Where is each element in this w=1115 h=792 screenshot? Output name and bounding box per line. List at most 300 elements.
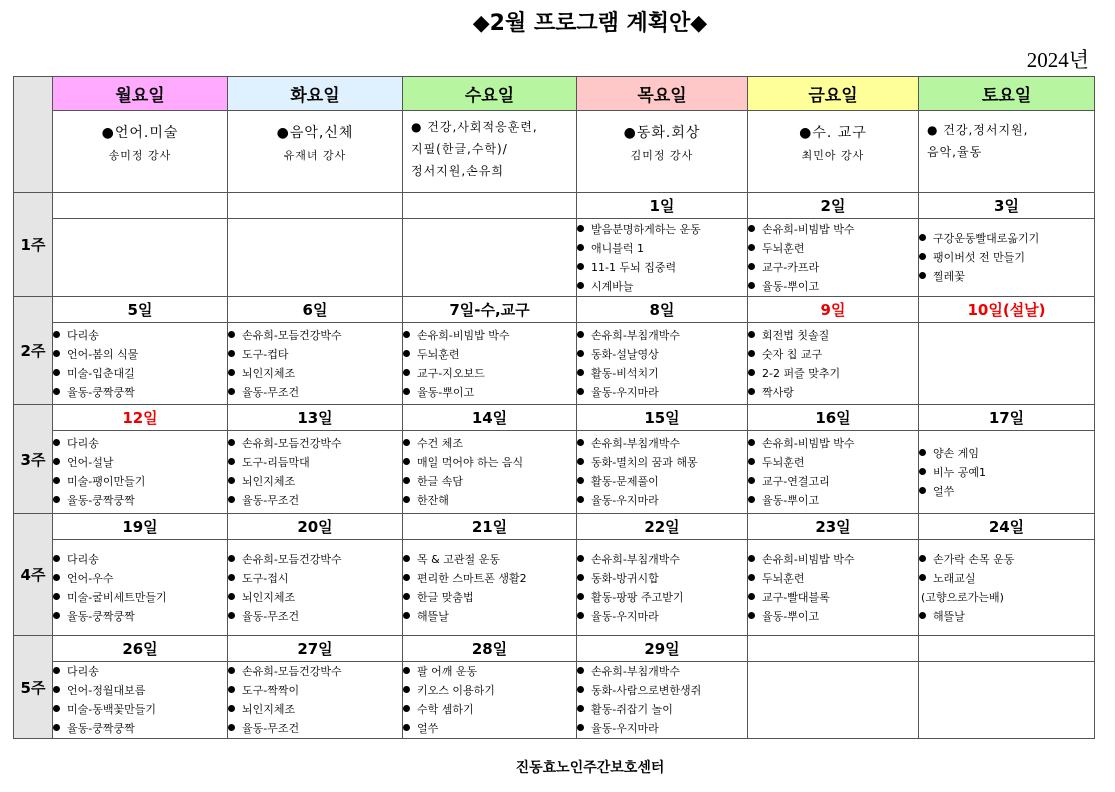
bullet-icon — [577, 612, 584, 619]
activity-text: 활동-팡팡 주고받기 — [591, 590, 684, 604]
list-item — [403, 681, 576, 700]
bullet-icon — [53, 612, 60, 619]
list-item — [53, 453, 227, 472]
week-date-row — [14, 514, 1095, 540]
list-item — [577, 662, 747, 681]
date-cell: 21일 — [403, 514, 577, 540]
instructor-name: 유재녀 강사 — [283, 149, 347, 162]
bullet-icon — [577, 686, 584, 693]
activity-list — [53, 662, 227, 738]
list-item — [577, 345, 747, 364]
activity-text: 손가락 손목 운동 — [933, 552, 1015, 566]
program-info-cell — [748, 111, 919, 193]
activity-cell — [577, 323, 748, 405]
activity-list — [748, 550, 918, 626]
bullet-icon — [577, 477, 584, 484]
activity-list — [53, 434, 227, 510]
list-item — [577, 491, 747, 510]
list-item — [53, 326, 227, 345]
bullet-icon — [403, 555, 410, 562]
program-subject: ●동화.회상 — [623, 125, 701, 141]
list-item — [403, 588, 576, 607]
bullet-icon — [919, 272, 926, 279]
activity-text: 율동-뿌이고 — [417, 385, 475, 399]
list-item — [53, 719, 227, 738]
activity-cell — [919, 431, 1095, 514]
activity-cell — [228, 662, 403, 739]
center-name: 진동효노인주간보호센터 — [515, 760, 665, 776]
bullet-icon — [577, 724, 584, 731]
activity-text: 활동-문제풀이 — [591, 475, 659, 488]
list-item — [228, 364, 402, 383]
bullet-icon — [403, 350, 410, 357]
activity-text: 비누 공예1 — [933, 465, 986, 479]
date-cell: 29일 — [577, 636, 748, 662]
activity-text: 손유희-부침개박수 — [591, 437, 680, 450]
activity-list — [748, 434, 918, 510]
activity-text: 율동-쿵짝쿵짝 — [67, 385, 135, 399]
list-item — [748, 258, 918, 277]
list-item — [919, 248, 1094, 267]
activity-text: 손유희-비빔밥 박수 — [762, 222, 855, 236]
activity-text: 2-2 퍼즐 맞추기 — [762, 366, 841, 380]
list-item — [228, 607, 402, 626]
list-item — [403, 326, 576, 345]
date-cell: 5일 — [53, 297, 228, 323]
activity-text: 노래교실 — [933, 571, 976, 585]
week-label: 2주 — [14, 297, 53, 405]
bullet-icon — [919, 234, 926, 241]
program-subject: ●수. 교구 — [799, 125, 867, 141]
list-item — [403, 345, 576, 364]
week-label: 5주 — [14, 636, 53, 739]
activity-cell — [748, 431, 919, 514]
bullet-icon — [53, 458, 60, 465]
bullet-icon — [228, 612, 235, 619]
activity-text: 시계바늘 — [591, 279, 634, 293]
activity-list — [228, 434, 402, 510]
date-cell: 6일 — [228, 297, 403, 323]
date-cell: 16일 — [748, 405, 919, 431]
day-header: 목요일 — [577, 77, 748, 111]
bullet-icon — [748, 331, 755, 338]
list-item — [919, 229, 1094, 248]
bullet-icon — [53, 574, 60, 581]
week-label: 4주 — [14, 514, 53, 636]
header-row — [14, 77, 1095, 111]
activity-cell — [53, 540, 228, 636]
week-activity-row — [14, 219, 1095, 297]
bullet-icon — [53, 369, 60, 376]
list-item — [919, 569, 1094, 588]
activity-text: 율동-뿌이고 — [762, 494, 820, 507]
activity-text: 짝사랑 — [762, 385, 794, 399]
list-item — [919, 444, 1094, 463]
activity-text: 율동-쿵짝쿵짝 — [67, 609, 135, 623]
list-item — [228, 345, 402, 364]
activity-cell — [748, 540, 919, 636]
activity-text: 11-1 두뇌 집중력 — [591, 260, 677, 274]
date-cell: 20일 — [228, 514, 403, 540]
activity-cell — [748, 219, 919, 297]
list-item — [403, 550, 576, 569]
activity-text: 언어-정월대보름 — [67, 684, 146, 697]
list-item — [748, 383, 918, 402]
week-activity-row — [14, 431, 1095, 514]
activity-text: 두뇌훈련 — [762, 241, 805, 255]
date-cell: 3일 — [919, 193, 1095, 219]
activity-list — [577, 662, 747, 738]
bullet-icon — [748, 496, 755, 503]
date-cell: 17일 — [919, 405, 1095, 431]
activity-cell — [403, 431, 577, 514]
activity-cell — [577, 662, 748, 739]
activity-list — [577, 326, 747, 402]
activity-text: 수학 셈하기 — [417, 703, 474, 716]
list-item — [577, 434, 747, 453]
activity-list — [228, 550, 402, 626]
list-item — [53, 700, 227, 719]
list-item — [748, 491, 918, 510]
bullet-icon — [403, 593, 410, 600]
list-item — [228, 719, 402, 738]
activity-text: 다리송 — [67, 552, 99, 566]
instructor-name: 최민아 강사 — [801, 149, 865, 162]
bullet-icon — [748, 612, 755, 619]
list-item — [403, 364, 576, 383]
date-cell — [403, 193, 577, 219]
program-info — [53, 115, 227, 188]
activity-text: 한글 속담 — [417, 475, 464, 488]
bullet-icon — [53, 388, 60, 395]
bullet-icon — [919, 253, 926, 260]
activity-text: 다리송 — [67, 665, 99, 678]
activity-text: 손유희-부침개박수 — [591, 552, 680, 566]
list-item — [577, 700, 747, 719]
activity-text: 다리송 — [67, 437, 99, 450]
date-cell: 15일 — [577, 405, 748, 431]
activity-cell — [53, 662, 228, 739]
bullet-icon — [748, 282, 755, 289]
date-cell: 8일 — [577, 297, 748, 323]
bullet-icon — [748, 263, 755, 270]
activity-list — [748, 220, 918, 296]
activity-text: 숫자 칩 교구 — [762, 347, 823, 361]
bullet-icon — [748, 225, 755, 232]
activity-list — [919, 229, 1094, 286]
activity-text: 율동-쿵짝쿵짝 — [67, 722, 135, 735]
list-item — [403, 383, 576, 402]
list-item — [748, 277, 918, 296]
activity-text: 손유희-비빔밥 박수 — [417, 328, 510, 342]
date-cell: 2일 — [748, 193, 919, 219]
activity-text: 교구-연결고리 — [762, 475, 830, 488]
activity-text: 동화-설날영상 — [591, 347, 659, 361]
activity-text: 뇌인지체조 — [242, 475, 296, 488]
list-item — [919, 588, 1094, 607]
list-item — [53, 550, 227, 569]
list-item — [228, 434, 402, 453]
activity-text: 동화-사람으로변한생쥐 — [591, 684, 702, 697]
program-subject: ●음악,신체 — [276, 125, 354, 141]
list-item — [577, 681, 747, 700]
date-cell — [53, 193, 228, 219]
activity-text: 구강운동빨대로옮기기 — [933, 232, 1040, 245]
bullet-icon — [577, 496, 584, 503]
activity-text: 손유희-모듬건강박수 — [242, 328, 342, 342]
activity-list — [577, 220, 747, 296]
list-item — [53, 588, 227, 607]
bullet-icon — [577, 282, 584, 289]
list-item — [228, 569, 402, 588]
activity-text: 동화-방귀시합 — [591, 571, 659, 585]
date-cell: 12일 — [53, 405, 228, 431]
activity-text: 찔레꽃 — [933, 270, 965, 283]
bullet-icon — [53, 667, 60, 674]
activity-text: 매일 먹어야 하는 음식 — [417, 456, 524, 469]
bullet-icon — [919, 449, 926, 456]
activity-cell — [919, 662, 1095, 739]
list-item — [228, 550, 402, 569]
list-item — [53, 434, 227, 453]
list-item — [748, 453, 918, 472]
bullet-icon — [919, 574, 926, 581]
list-item — [403, 607, 576, 626]
list-item — [53, 569, 227, 588]
corner-cell — [14, 77, 53, 193]
activity-text: 율동-무조건 — [242, 494, 300, 507]
list-item — [577, 326, 747, 345]
activity-text: 활동-쥐잡기 놀이 — [591, 703, 673, 716]
bullet-icon — [748, 439, 755, 446]
date-cell — [748, 636, 919, 662]
date-cell: 19일 — [53, 514, 228, 540]
list-item — [403, 662, 576, 681]
activity-text: 미술-동백꽃만들기 — [67, 703, 156, 716]
bullet-icon — [228, 458, 235, 465]
list-item — [577, 588, 747, 607]
activity-text: 손유희-모듬건강박수 — [242, 437, 342, 450]
activity-list — [748, 326, 918, 402]
list-item — [748, 434, 918, 453]
date-cell: 14일 — [403, 405, 577, 431]
program-info-cell — [53, 111, 228, 193]
bullet-icon — [577, 388, 584, 395]
program-info-row — [14, 111, 1095, 193]
activity-text: 미술-팽이만들기 — [67, 475, 146, 488]
list-item — [577, 239, 747, 258]
activity-text: (고향으로가는배) — [921, 590, 1004, 604]
activity-text: 율동-무조건 — [242, 609, 300, 623]
bullet-icon — [577, 263, 584, 270]
list-item — [228, 681, 402, 700]
activity-text: 율동-우지마라 — [591, 609, 659, 623]
activity-text: 발음분명하게하는 운동 — [591, 222, 701, 236]
date-cell: 1일 — [577, 193, 748, 219]
program-info — [919, 111, 1094, 192]
activity-text: 도구-접시 — [242, 571, 289, 585]
bullet-icon — [577, 350, 584, 357]
bullet-icon — [228, 388, 235, 395]
activity-text: 얼쑤 — [417, 722, 439, 735]
bullet-icon — [228, 369, 235, 376]
list-item — [403, 472, 576, 491]
activity-text: 율동-무조건 — [242, 722, 300, 735]
activity-list — [403, 326, 576, 402]
activity-text: 다리송 — [67, 328, 99, 342]
week-activity-row — [14, 540, 1095, 636]
week-label: 3주 — [14, 405, 53, 514]
bullet-icon — [748, 350, 755, 357]
bullet-icon — [228, 331, 235, 338]
list-item — [577, 607, 747, 626]
instructor-name: 송미정 강사 — [108, 149, 172, 162]
bullet-icon — [748, 574, 755, 581]
bullet-icon — [228, 593, 235, 600]
activity-text: 손유희-부침개박수 — [591, 665, 680, 678]
bullet-icon — [228, 555, 235, 562]
schedule-table — [13, 76, 1095, 739]
program-info — [748, 115, 918, 188]
list-item — [53, 662, 227, 681]
bullet-icon — [403, 705, 410, 712]
activity-cell — [228, 323, 403, 405]
bullet-icon — [577, 369, 584, 376]
activity-text: 키오스 이용하기 — [417, 684, 495, 697]
week-date-row — [14, 636, 1095, 662]
activity-text: 회전법 칫솔질 — [762, 328, 830, 342]
list-item — [577, 364, 747, 383]
bullet-icon — [403, 458, 410, 465]
activity-text: 얼쑤 — [933, 484, 955, 498]
list-item — [577, 383, 747, 402]
date-cell: 22일 — [577, 514, 748, 540]
program-subject: ●언어.미술 — [101, 125, 179, 141]
date-cell: 9일 — [748, 297, 919, 323]
list-item — [403, 569, 576, 588]
list-item — [748, 220, 918, 239]
bullet-icon — [228, 477, 235, 484]
list-item — [53, 364, 227, 383]
list-item — [577, 220, 747, 239]
week-date-row — [14, 193, 1095, 219]
day-header: 월요일 — [53, 77, 228, 111]
bullet-icon — [228, 686, 235, 693]
list-item — [577, 277, 747, 296]
bullet-icon — [403, 612, 410, 619]
program-info-line: ● 건강,정서지원, — [927, 123, 1029, 137]
bullet-icon — [53, 350, 60, 357]
list-item — [228, 326, 402, 345]
activity-text: 율동-무조건 — [242, 385, 300, 399]
week-date-row — [14, 405, 1095, 431]
activity-cell — [228, 431, 403, 514]
activity-cell — [403, 219, 577, 297]
day-header: 수요일 — [403, 77, 577, 111]
activity-text: 교구-카프라 — [762, 260, 820, 274]
bullet-icon — [228, 350, 235, 357]
list-item — [748, 345, 918, 364]
bullet-icon — [577, 331, 584, 338]
program-info-line: 음악,율동 — [927, 145, 983, 159]
bullet-icon — [577, 705, 584, 712]
page-title: ◆2월 프로그램 계획안◆ — [472, 11, 708, 36]
bullet-icon — [748, 593, 755, 600]
activity-list — [577, 434, 747, 510]
date-cell: 23일 — [748, 514, 919, 540]
year-label: 2024년 — [1026, 48, 1089, 72]
list-item — [53, 472, 227, 491]
list-item — [748, 239, 918, 258]
activity-text: 해뜰날 — [417, 609, 449, 623]
bullet-icon — [919, 555, 926, 562]
bullet-icon — [919, 487, 926, 494]
bullet-icon — [53, 477, 60, 484]
list-item — [577, 258, 747, 277]
activity-text: 도구-컵타 — [242, 347, 289, 361]
activity-text: 율동-우지마라 — [591, 722, 659, 735]
activity-text: 뇌인지체조 — [242, 366, 296, 380]
bullet-icon — [919, 612, 926, 619]
bullet-icon — [53, 331, 60, 338]
week-label: 1주 — [14, 193, 53, 297]
program-info — [577, 115, 747, 188]
activity-list — [228, 326, 402, 402]
activity-text: 율동-뿌이고 — [762, 279, 820, 293]
week-activity-row — [14, 662, 1095, 739]
bullet-icon — [577, 458, 584, 465]
bullet-icon — [53, 593, 60, 600]
bullet-icon — [228, 439, 235, 446]
activity-cell — [577, 540, 748, 636]
activity-text: 도구-리듬막대 — [242, 456, 310, 469]
list-item — [748, 364, 918, 383]
list-item — [919, 482, 1094, 501]
activity-text: 미술-입춘대길 — [67, 366, 135, 380]
date-cell — [919, 636, 1095, 662]
activity-text: 미술-굴비세트만들기 — [67, 590, 167, 604]
list-item — [403, 700, 576, 719]
bullet-icon — [748, 388, 755, 395]
date-cell: 28일 — [403, 636, 577, 662]
activity-text: 뇌인지체조 — [242, 703, 296, 716]
activity-text: 율동-우지마라 — [591, 494, 659, 507]
bullet-icon — [577, 667, 584, 674]
program-info-cell — [577, 111, 748, 193]
bullet-icon — [403, 331, 410, 338]
bullet-icon — [748, 555, 755, 562]
list-item — [748, 588, 918, 607]
activity-cell — [577, 219, 748, 297]
program-info-cell — [403, 111, 577, 193]
bullet-icon — [403, 574, 410, 581]
program-info — [403, 115, 576, 189]
activity-cell — [748, 323, 919, 405]
list-item — [403, 491, 576, 510]
activity-text: 해뜰날 — [933, 609, 965, 623]
activity-cell — [748, 662, 919, 739]
bullet-icon — [228, 496, 235, 503]
date-cell — [228, 193, 403, 219]
week-activity-row — [14, 323, 1095, 405]
activity-text: 도구-짝짝이 — [242, 684, 300, 697]
bullet-icon — [403, 667, 410, 674]
activity-text: 손유희-부침개박수 — [591, 328, 680, 342]
activity-text: 양손 게임 — [933, 446, 980, 460]
program-info-line: ● 건강,사회적응훈련, — [411, 119, 538, 134]
date-cell: 24일 — [919, 514, 1095, 540]
activity-text: 애니블럭 1 — [591, 241, 644, 255]
